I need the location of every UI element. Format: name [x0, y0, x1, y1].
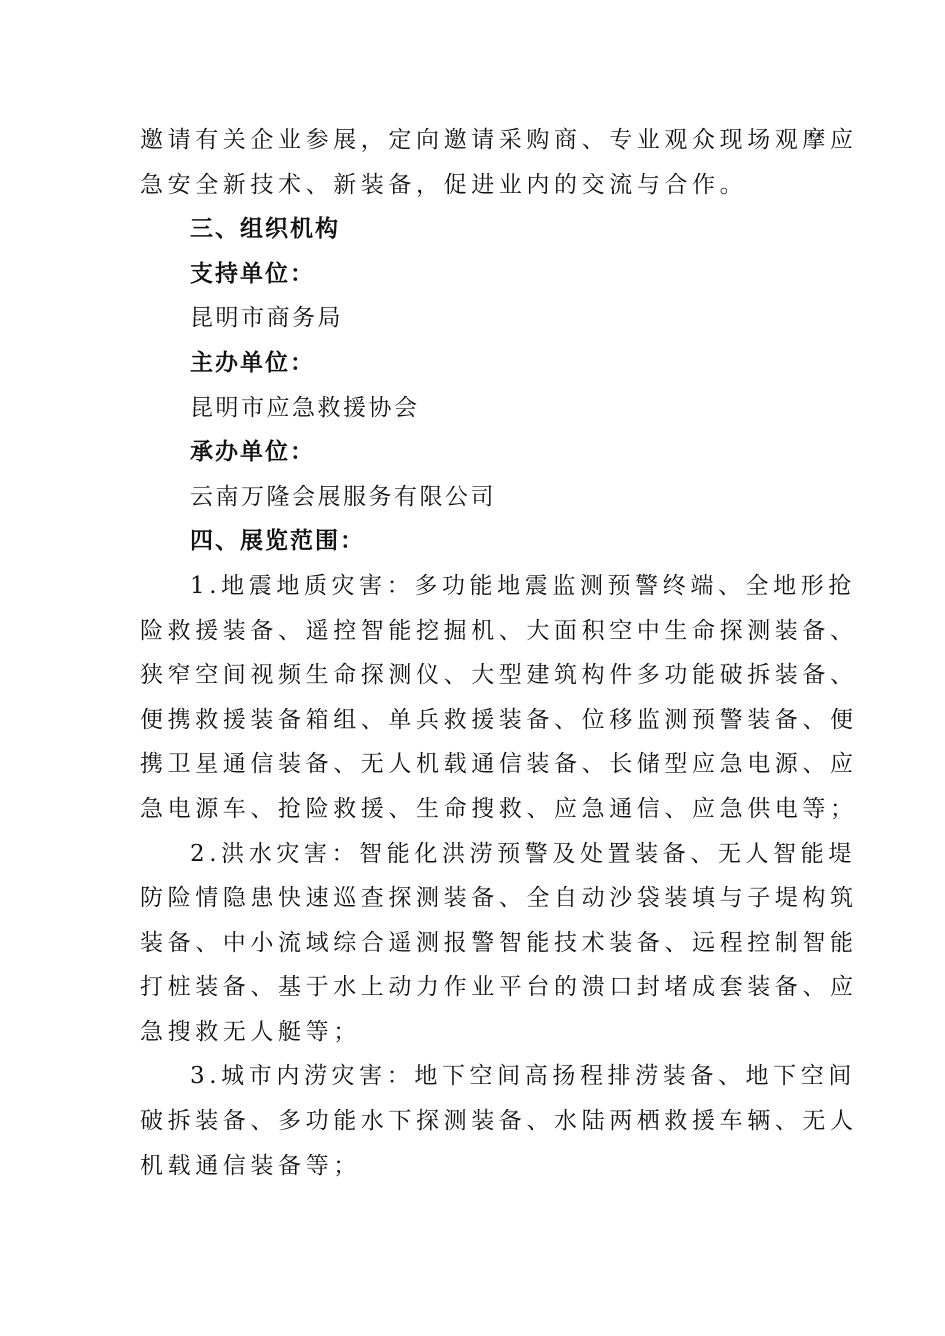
scope-item-1-line: 急电源车、抢险救援、生命搜救、应急通信、应急供电等； — [140, 795, 858, 822]
scope-item-2-line: 防险情隐患快速巡查探测装备、全自动沙袋装填与子堤构筑 — [140, 885, 858, 912]
scope-item-1-line: 险救援装备、遥控智能挖掘机、大面积空中生命探测装备、 — [140, 617, 858, 644]
scope-item-2-line: 装备、中小流域综合遥测报警智能技术装备、远程控制智能 — [140, 929, 858, 956]
intro-line: 急安全新技术、新装备，促进业内的交流与合作。 — [140, 171, 748, 198]
organizer-unit-value: 云南万隆会展服务有限公司 — [190, 483, 496, 510]
support-unit-label: 支持单位： — [190, 260, 315, 287]
scope-item-2-line: 急搜救无人艇等； — [140, 1018, 361, 1045]
scope-item-2-line: 2.洪水灾害：智能化洪涝预警及处置装备、无人智能堤 — [190, 840, 856, 867]
scope-item-3-line: 机载通信装备等； — [140, 1152, 361, 1179]
scope-item-1-line: 狭窄空间视频生命探测仪、大型建筑构件多功能破拆装备、 — [140, 662, 858, 689]
section-heading-exhibition-scope: 四、展览范围： — [190, 528, 365, 555]
scope-item-1-line: 1.地震地质灾害：多功能地震监测预警终端、全地形抢 — [190, 572, 856, 599]
scope-item-2-line: 打桩装备、基于水上动力作业平台的溃口封堵成套装备、应 — [140, 974, 858, 1001]
host-unit-label: 主办单位： — [190, 349, 315, 376]
scope-item-3-line: 3.城市内涝灾害：地下空间高扬程排涝装备、地下空间 — [190, 1063, 856, 1090]
scope-item-1-line: 携卫星通信装备、无人机载通信装备、长储型应急电源、应 — [140, 751, 858, 778]
host-unit-value: 昆明市应急救援协会 — [190, 394, 420, 421]
support-unit-value: 昆明市商务局 — [190, 305, 343, 332]
section-heading-organization: 三、组织机构 — [190, 216, 340, 243]
organizer-unit-label: 承办单位： — [190, 439, 315, 466]
scope-item-3-line: 破拆装备、多功能水下探测装备、水陆两栖救援车辆、无人 — [140, 1108, 858, 1135]
scope-item-1-line: 便携救援装备箱组、单兵救援装备、位移监测预警装备、便 — [140, 706, 858, 733]
document-page — [140, 118, 858, 1188]
intro-line: 邀请有关企业参展，定向邀请采购商、专业观众现场观摩应 — [140, 127, 858, 153]
